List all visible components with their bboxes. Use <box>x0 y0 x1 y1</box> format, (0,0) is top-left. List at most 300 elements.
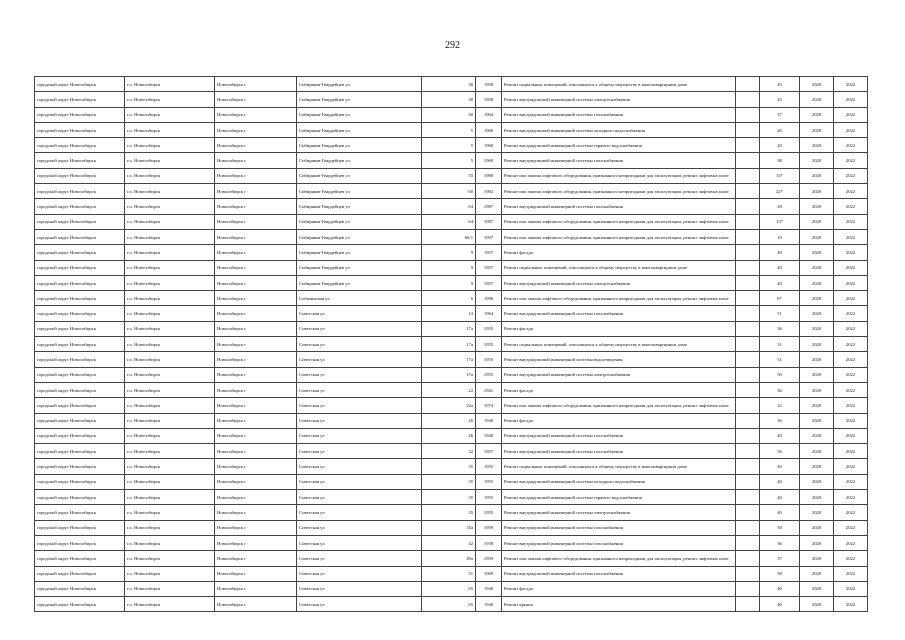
cell-start-year: 2020 <box>800 444 834 459</box>
cell-end-year: 2022 <box>834 229 868 244</box>
cell-end-year: 2022 <box>834 413 868 428</box>
cell-house-number: 60 <box>422 184 476 199</box>
cell-municipality: городской округ Новосибирск <box>35 260 125 275</box>
cell-end-year: 2022 <box>834 275 868 290</box>
cell-start-year: 2020 <box>800 199 834 214</box>
cell-settlement: Новосибирск г <box>215 597 297 612</box>
cell-end-year: 2022 <box>834 153 868 168</box>
cell-end-year: 2022 <box>834 382 868 397</box>
cell-apartments: 13* <box>760 214 800 229</box>
cell-municipality: городской округ Новосибирск <box>35 490 125 505</box>
page-number: 292 <box>445 40 460 51</box>
table-row <box>35 245 868 260</box>
cell-district: г.о. Новосибирск <box>125 566 215 581</box>
cell-apartments: 45 <box>760 92 800 107</box>
cell-house-number: 65 <box>422 597 476 612</box>
table-row <box>35 428 868 443</box>
cell-settlement: Новосибирск г <box>215 122 297 137</box>
cell-municipality: городской округ Новосибирск <box>35 306 125 321</box>
cell-house-number: 64 <box>422 199 476 214</box>
cell-apartments: 40 <box>760 275 800 290</box>
cell-work-type: Ремонт подвальных помещений, относящихся к общему имуществу в многоквартирном доме <box>502 459 736 474</box>
cell-empty-cell <box>736 138 760 153</box>
cell-municipality: городской округ Новосибирск <box>35 92 125 107</box>
cell-built-year: 1959 <box>476 520 502 535</box>
cell-work-type: Ремонт внутридомовой инженерной системы водоотведения <box>502 352 736 367</box>
cell-house-number: 26 <box>422 428 476 443</box>
cell-street: Сибиряков-Гвардейцев ул <box>297 153 422 168</box>
cell-built-year: 1997 <box>476 229 502 244</box>
cell-empty-cell <box>736 245 760 260</box>
table-row <box>35 337 868 352</box>
cell-empty-cell <box>736 535 760 550</box>
cell-settlement: Новосибирск г <box>215 367 297 382</box>
cell-start-year: 2020 <box>800 321 834 336</box>
cell-end-year: 2022 <box>834 428 868 443</box>
cell-settlement: Новосибирск г <box>215 459 297 474</box>
cell-municipality: городской округ Новосибирск <box>35 138 125 153</box>
cell-district: г.о. Новосибирск <box>125 107 215 122</box>
cell-work-type: Ремонт внутридомовой инженерной системы холодного водоснабжения <box>502 122 736 137</box>
cell-apartments: 51 <box>760 337 800 352</box>
cell-end-year: 2022 <box>834 597 868 612</box>
cell-settlement: Новосибирск г <box>215 138 297 153</box>
cell-work-type: Ремонт внутридомовой инженерной системы электроснабжения <box>502 367 736 382</box>
cell-house-number: 35а <box>422 520 476 535</box>
cell-house-number: 51 <box>422 566 476 581</box>
table-row <box>35 444 868 459</box>
cell-street: Советская ул <box>297 474 422 489</box>
cell-settlement: Новосибирск г <box>215 260 297 275</box>
cell-municipality: городской округ Новосибирск <box>35 367 125 382</box>
cell-street: Советская ул <box>297 367 422 382</box>
cell-start-year: 2020 <box>800 337 834 352</box>
cell-house-number: 42 <box>422 535 476 550</box>
cell-house-number: 6 <box>422 291 476 306</box>
cell-built-year: 1955 <box>476 459 502 474</box>
cell-work-type: Ремонт или замена лифтового оборудования, признанного непригодным для эксплуатации, ремонт лифтовых шахт <box>502 398 736 413</box>
table-row <box>35 275 868 290</box>
cell-settlement: Новосибирск г <box>215 168 297 183</box>
table-row <box>35 229 868 244</box>
cell-built-year: 1955 <box>476 352 502 367</box>
table-row <box>35 597 868 612</box>
cell-end-year: 2022 <box>834 122 868 137</box>
cell-built-year: 1974 <box>476 398 502 413</box>
cell-apartments: 40 <box>760 474 800 489</box>
cell-built-year: 1955 <box>476 321 502 336</box>
cell-work-type: Ремонт фасада <box>502 321 736 336</box>
cell-house-number: 64 <box>422 214 476 229</box>
cell-municipality: городской округ Новосибирск <box>35 382 125 397</box>
cell-empty-cell <box>736 122 760 137</box>
cell-apartments: 36 <box>760 413 800 428</box>
table-row <box>35 413 868 428</box>
cell-municipality: городской округ Новосибирск <box>35 444 125 459</box>
table-row <box>35 291 868 306</box>
cell-street: Советская ул <box>297 459 422 474</box>
cell-built-year: 1957 <box>476 444 502 459</box>
cell-district: г.о. Новосибирск <box>125 352 215 367</box>
cell-house-number: 38 <box>422 77 476 92</box>
cell-street: Сибиряков-Гвардейцев ул <box>297 138 422 153</box>
cell-district: г.о. Новосибирск <box>125 291 215 306</box>
cell-built-year: 1940 <box>476 428 502 443</box>
cell-house-number: 5 <box>422 122 476 137</box>
cell-end-year: 2022 <box>834 260 868 275</box>
cell-empty-cell <box>736 566 760 581</box>
cell-district: г.о. Новосибирск <box>125 337 215 352</box>
cell-apartments: 37 <box>760 107 800 122</box>
cell-settlement: Новосибирск г <box>215 474 297 489</box>
table-row <box>35 367 868 382</box>
cell-work-type: Ремонт или замена лифтового оборудования, признанного непригодным для эксплуатации, ремонт лифтовых шахт <box>502 214 736 229</box>
cell-municipality: городской округ Новосибирск <box>35 352 125 367</box>
cell-settlement: Новосибирск г <box>215 107 297 122</box>
cell-work-type: Ремонт внутридомовой инженерной системы горячего водоснабжения <box>502 138 736 153</box>
cell-start-year: 2020 <box>800 352 834 367</box>
cell-house-number: 5 <box>422 138 476 153</box>
cell-house-number: 17а <box>422 337 476 352</box>
cell-built-year: 1940 <box>476 413 502 428</box>
cell-end-year: 2022 <box>834 184 868 199</box>
cell-settlement: Новосибирск г <box>215 306 297 321</box>
cell-empty-cell <box>736 184 760 199</box>
cell-start-year: 2020 <box>800 367 834 382</box>
cell-district: г.о. Новосибирск <box>125 428 215 443</box>
cell-municipality: городской округ Новосибирск <box>35 428 125 443</box>
cell-work-type: Ремонт крыши <box>502 597 736 612</box>
table-row <box>35 107 868 122</box>
cell-house-number: 17а <box>422 367 476 382</box>
table-row <box>35 551 868 566</box>
cell-built-year: 1964 <box>476 107 502 122</box>
cell-house-number: 22 <box>422 382 476 397</box>
cell-work-type: Ремонт или замена лифтового оборудования, признанного непригодным для эксплуатации, ремонт лифтовых шахт <box>502 291 736 306</box>
table-row <box>35 382 868 397</box>
cell-street: Советская ул <box>297 505 422 520</box>
cell-empty-cell <box>736 337 760 352</box>
cell-end-year: 2022 <box>834 214 868 229</box>
cell-built-year: 1960 <box>476 122 502 137</box>
cell-built-year: 1957 <box>476 260 502 275</box>
cell-district: г.о. Новосибирск <box>125 321 215 336</box>
cell-municipality: городской округ Новосибирск <box>35 459 125 474</box>
cell-empty-cell <box>736 367 760 382</box>
cell-street: Сибиряков-Гвардейцев ул <box>297 122 422 137</box>
cell-district: г.о. Новосибирск <box>125 245 215 260</box>
cell-settlement: Новосибирск г <box>215 291 297 306</box>
cell-district: г.о. Новосибирск <box>125 153 215 168</box>
cell-street: Советская ул <box>297 321 422 336</box>
cell-work-type: Ремонт фасада <box>502 581 736 596</box>
cell-district: г.о. Новосибирск <box>125 184 215 199</box>
cell-municipality: городской округ Новосибирск <box>35 77 125 92</box>
cell-street: Сибиряков-Гвардейцев ул <box>297 260 422 275</box>
cell-district: г.о. Новосибирск <box>125 505 215 520</box>
cell-start-year: 2020 <box>800 260 834 275</box>
cell-work-type: Ремонт фасада <box>502 382 736 397</box>
cell-apartments: 49 <box>760 459 800 474</box>
cell-built-year: 1938 <box>476 535 502 550</box>
cell-house-number: 22а <box>422 398 476 413</box>
cell-empty-cell <box>736 398 760 413</box>
cell-district: г.о. Новосибирск <box>125 367 215 382</box>
cell-house-number: 66/1 <box>422 229 476 244</box>
cell-apartments: 37 <box>760 551 800 566</box>
cell-municipality: городской округ Новосибирск <box>35 199 125 214</box>
cell-start-year: 2020 <box>800 229 834 244</box>
cell-start-year: 2020 <box>800 275 834 290</box>
cell-apartments: 40 <box>760 245 800 260</box>
cell-settlement: Новосибирск г <box>215 581 297 596</box>
cell-end-year: 2022 <box>834 398 868 413</box>
cell-settlement: Новосибирск г <box>215 199 297 214</box>
cell-settlement: Новосибирск г <box>215 321 297 336</box>
cell-work-type: Ремонт подвальных помещений, относящихся к общему имуществу в многоквартирном доме <box>502 77 736 92</box>
cell-work-type: Ремонт внутридомовой инженерной системы газоснабжения <box>502 199 736 214</box>
cell-house-number: 40 <box>422 107 476 122</box>
cell-built-year: 1955 <box>476 490 502 505</box>
table-row <box>35 490 868 505</box>
table-row <box>35 214 868 229</box>
table-row <box>35 474 868 489</box>
cell-empty-cell <box>736 214 760 229</box>
table-row <box>35 398 868 413</box>
cell-work-type: Ремонт фасада <box>502 245 736 260</box>
cell-built-year: 1982 <box>476 184 502 199</box>
cell-empty-cell <box>736 444 760 459</box>
cell-street: Сибиряков-Гвардейцев ул <box>297 245 422 260</box>
cell-district: г.о. Новосибирск <box>125 138 215 153</box>
cell-settlement: Новосибирск г <box>215 153 297 168</box>
cell-settlement: Новосибирск г <box>215 352 297 367</box>
cell-house-number: 35 <box>422 459 476 474</box>
cell-district: г.о. Новосибирск <box>125 551 215 566</box>
cell-work-type: Ремонт внутридомовой инженерной системы газоснабжения <box>502 153 736 168</box>
cell-district: г.о. Новосибирск <box>125 520 215 535</box>
cell-district: г.о. Новосибирск <box>125 444 215 459</box>
cell-street: Советская ул <box>297 306 422 321</box>
table-row <box>35 581 868 596</box>
cell-street: Советская ул <box>297 337 422 352</box>
cell-house-number: 9 <box>422 260 476 275</box>
cell-municipality: городской округ Новосибирск <box>35 551 125 566</box>
cell-apartments: 51 <box>760 352 800 367</box>
cell-street: Собачинская ул <box>297 291 422 306</box>
cell-end-year: 2022 <box>834 77 868 92</box>
cell-start-year: 2020 <box>800 291 834 306</box>
cell-built-year: 1955 <box>476 505 502 520</box>
cell-empty-cell <box>736 490 760 505</box>
cell-start-year: 2020 <box>800 306 834 321</box>
cell-street: Сибиряков-Гвардейцев ул <box>297 214 422 229</box>
cell-start-year: 2020 <box>800 77 834 92</box>
cell-apartments: 40 <box>760 428 800 443</box>
cell-built-year: 1955 <box>476 367 502 382</box>
cell-district: г.о. Новосибирск <box>125 260 215 275</box>
cell-end-year: 2022 <box>834 566 868 581</box>
cell-apartments: 58 <box>760 566 800 581</box>
cell-settlement: Новосибирск г <box>215 245 297 260</box>
cell-settlement: Новосибирск г <box>215 490 297 505</box>
cell-street: Сибиряков-Гвардейцев ул <box>297 275 422 290</box>
cell-end-year: 2022 <box>834 337 868 352</box>
cell-start-year: 2020 <box>800 122 834 137</box>
cell-built-year: 1940 <box>476 597 502 612</box>
cell-apartments: 40 <box>760 505 800 520</box>
cell-house-number: 49а <box>422 551 476 566</box>
table-row <box>35 505 868 520</box>
cell-start-year: 2020 <box>800 474 834 489</box>
cell-end-year: 2022 <box>834 199 868 214</box>
cell-municipality: городской округ Новосибирск <box>35 566 125 581</box>
cell-empty-cell <box>736 428 760 443</box>
cell-municipality: городской округ Новосибирск <box>35 535 125 550</box>
cell-start-year: 2020 <box>800 168 834 183</box>
cell-apartments: 40 <box>760 490 800 505</box>
cell-municipality: городской округ Новосибирск <box>35 597 125 612</box>
cell-street: Сибиряков-Гвардейцев ул <box>297 199 422 214</box>
cell-district: г.о. Новосибирск <box>125 535 215 550</box>
cell-apartments: 36 <box>760 382 800 397</box>
cell-empty-cell <box>736 382 760 397</box>
cell-work-type: Ремонт или замена лифтового оборудования, признанного непригодным для эксплуатации, ремонт лифтовых шахт <box>502 184 736 199</box>
cell-settlement: Новосибирск г <box>215 398 297 413</box>
cell-apartments: 14* <box>760 168 800 183</box>
cell-apartments: 46 <box>760 597 800 612</box>
cell-district: г.о. Новосибирск <box>125 306 215 321</box>
cell-settlement: Новосибирск г <box>215 520 297 535</box>
cell-built-year: 1958 <box>476 92 502 107</box>
cell-district: г.о. Новосибирск <box>125 398 215 413</box>
cell-district: г.о. Новосибирск <box>125 214 215 229</box>
cell-built-year: 1964 <box>476 306 502 321</box>
cell-street: Советская ул <box>297 382 422 397</box>
cell-apartments: 56 <box>760 444 800 459</box>
cell-start-year: 2020 <box>800 490 834 505</box>
cell-empty-cell <box>736 229 760 244</box>
cell-empty-cell <box>736 260 760 275</box>
cell-district: г.о. Новосибирск <box>125 229 215 244</box>
cell-municipality: городской округ Новосибирск <box>35 153 125 168</box>
cell-apartments: 22* <box>760 184 800 199</box>
cell-start-year: 2020 <box>800 581 834 596</box>
table-row <box>35 92 868 107</box>
table-row <box>35 260 868 275</box>
table-row <box>35 77 868 92</box>
cell-end-year: 2022 <box>834 520 868 535</box>
cell-start-year: 2020 <box>800 459 834 474</box>
table-row <box>35 168 868 183</box>
cell-settlement: Новосибирск г <box>215 551 297 566</box>
cell-work-type: Ремонт или замена лифтового оборудования, признанного непригодным для эксплуатации, ремонт лифтовых шахт <box>502 229 736 244</box>
cell-street: Советская ул <box>297 520 422 535</box>
cell-empty-cell <box>736 306 760 321</box>
cell-district: г.о. Новосибирск <box>125 490 215 505</box>
cell-built-year: 1960 <box>476 153 502 168</box>
cell-end-year: 2022 <box>834 581 868 596</box>
cell-municipality: городской округ Новосибирск <box>35 122 125 137</box>
cell-empty-cell <box>736 321 760 336</box>
cell-municipality: городской округ Новосибирск <box>35 520 125 535</box>
cell-apartments: 6* <box>760 291 800 306</box>
cell-work-type: Ремонт внутридомовой инженерной системы газоснабжения <box>502 520 736 535</box>
cell-house-number: 55 <box>422 168 476 183</box>
cell-municipality: городской округ Новосибирск <box>35 275 125 290</box>
cell-start-year: 2020 <box>800 214 834 229</box>
cell-work-type: Ремонт внутридомовой инженерной системы горячего водоснабжения <box>502 490 736 505</box>
cell-apartments: 22 <box>760 398 800 413</box>
cell-municipality: городской округ Новосибирск <box>35 337 125 352</box>
cell-built-year: 1959 <box>476 551 502 566</box>
cell-street: Советская ул <box>297 352 422 367</box>
cell-empty-cell <box>736 168 760 183</box>
cell-empty-cell <box>736 597 760 612</box>
cell-district: г.о. Новосибирск <box>125 459 215 474</box>
cell-settlement: Новосибирск г <box>215 214 297 229</box>
table-row <box>35 184 868 199</box>
cell-work-type: Ремонт внутридомовой инженерной системы газоснабжения <box>502 444 736 459</box>
cell-district: г.о. Новосибирск <box>125 199 215 214</box>
cell-street: Советская ул <box>297 551 422 566</box>
cell-start-year: 2020 <box>800 92 834 107</box>
cell-start-year: 2020 <box>800 398 834 413</box>
cell-municipality: городской округ Новосибирск <box>35 413 125 428</box>
cell-municipality: городской округ Новосибирск <box>35 291 125 306</box>
cell-municipality: городской округ Новосибирск <box>35 505 125 520</box>
cell-work-type: Ремонт внутридомовой инженерной системы электроснабжения <box>502 92 736 107</box>
cell-built-year: 1955 <box>476 337 502 352</box>
cell-municipality: городской округ Новосибирск <box>35 581 125 596</box>
cell-municipality: городской округ Новосибирск <box>35 398 125 413</box>
cell-house-number: 32 <box>422 444 476 459</box>
cell-end-year: 2022 <box>834 474 868 489</box>
cell-empty-cell <box>736 153 760 168</box>
cell-work-type: Ремонт внутридомовой инженерной системы электроснабжения <box>502 275 736 290</box>
cell-apartments: 36 <box>760 321 800 336</box>
program-table <box>34 76 868 612</box>
table-row <box>35 459 868 474</box>
cell-built-year: 1958 <box>476 77 502 92</box>
cell-empty-cell <box>736 459 760 474</box>
cell-start-year: 2020 <box>800 551 834 566</box>
cell-built-year: 1957 <box>476 275 502 290</box>
cell-municipality: городской округ Новосибирск <box>35 168 125 183</box>
cell-work-type: Ремонт подвальных помещений, относящихся к общему имуществу в многоквартирном доме <box>502 337 736 352</box>
cell-settlement: Новосибирск г <box>215 229 297 244</box>
cell-street: Сибиряков-Гвардейцев ул <box>297 107 422 122</box>
cell-empty-cell <box>736 199 760 214</box>
cell-empty-cell <box>736 352 760 367</box>
cell-street: Советская ул <box>297 535 422 550</box>
cell-work-type: Ремонт подвальных помещений, относящихся к общему имуществу в многоквартирном доме <box>502 260 736 275</box>
cell-settlement: Новосибирск г <box>215 444 297 459</box>
cell-work-type: Ремонт внутридомовой инженерной системы газоснабжения <box>502 566 736 581</box>
cell-apartments: 28 <box>760 199 800 214</box>
cell-built-year: 1987 <box>476 199 502 214</box>
cell-start-year: 2020 <box>800 184 834 199</box>
cell-built-year: 1940 <box>476 581 502 596</box>
cell-end-year: 2022 <box>834 505 868 520</box>
cell-empty-cell <box>736 505 760 520</box>
cell-built-year: 1987 <box>476 214 502 229</box>
cell-work-type: Ремонт или замена лифтового оборудования, признанного непригодным для эксплуатации, ремонт лифтовых шахт <box>502 551 736 566</box>
cell-end-year: 2022 <box>834 459 868 474</box>
table-row <box>35 306 868 321</box>
cell-empty-cell <box>736 77 760 92</box>
cell-district: г.о. Новосибирск <box>125 413 215 428</box>
